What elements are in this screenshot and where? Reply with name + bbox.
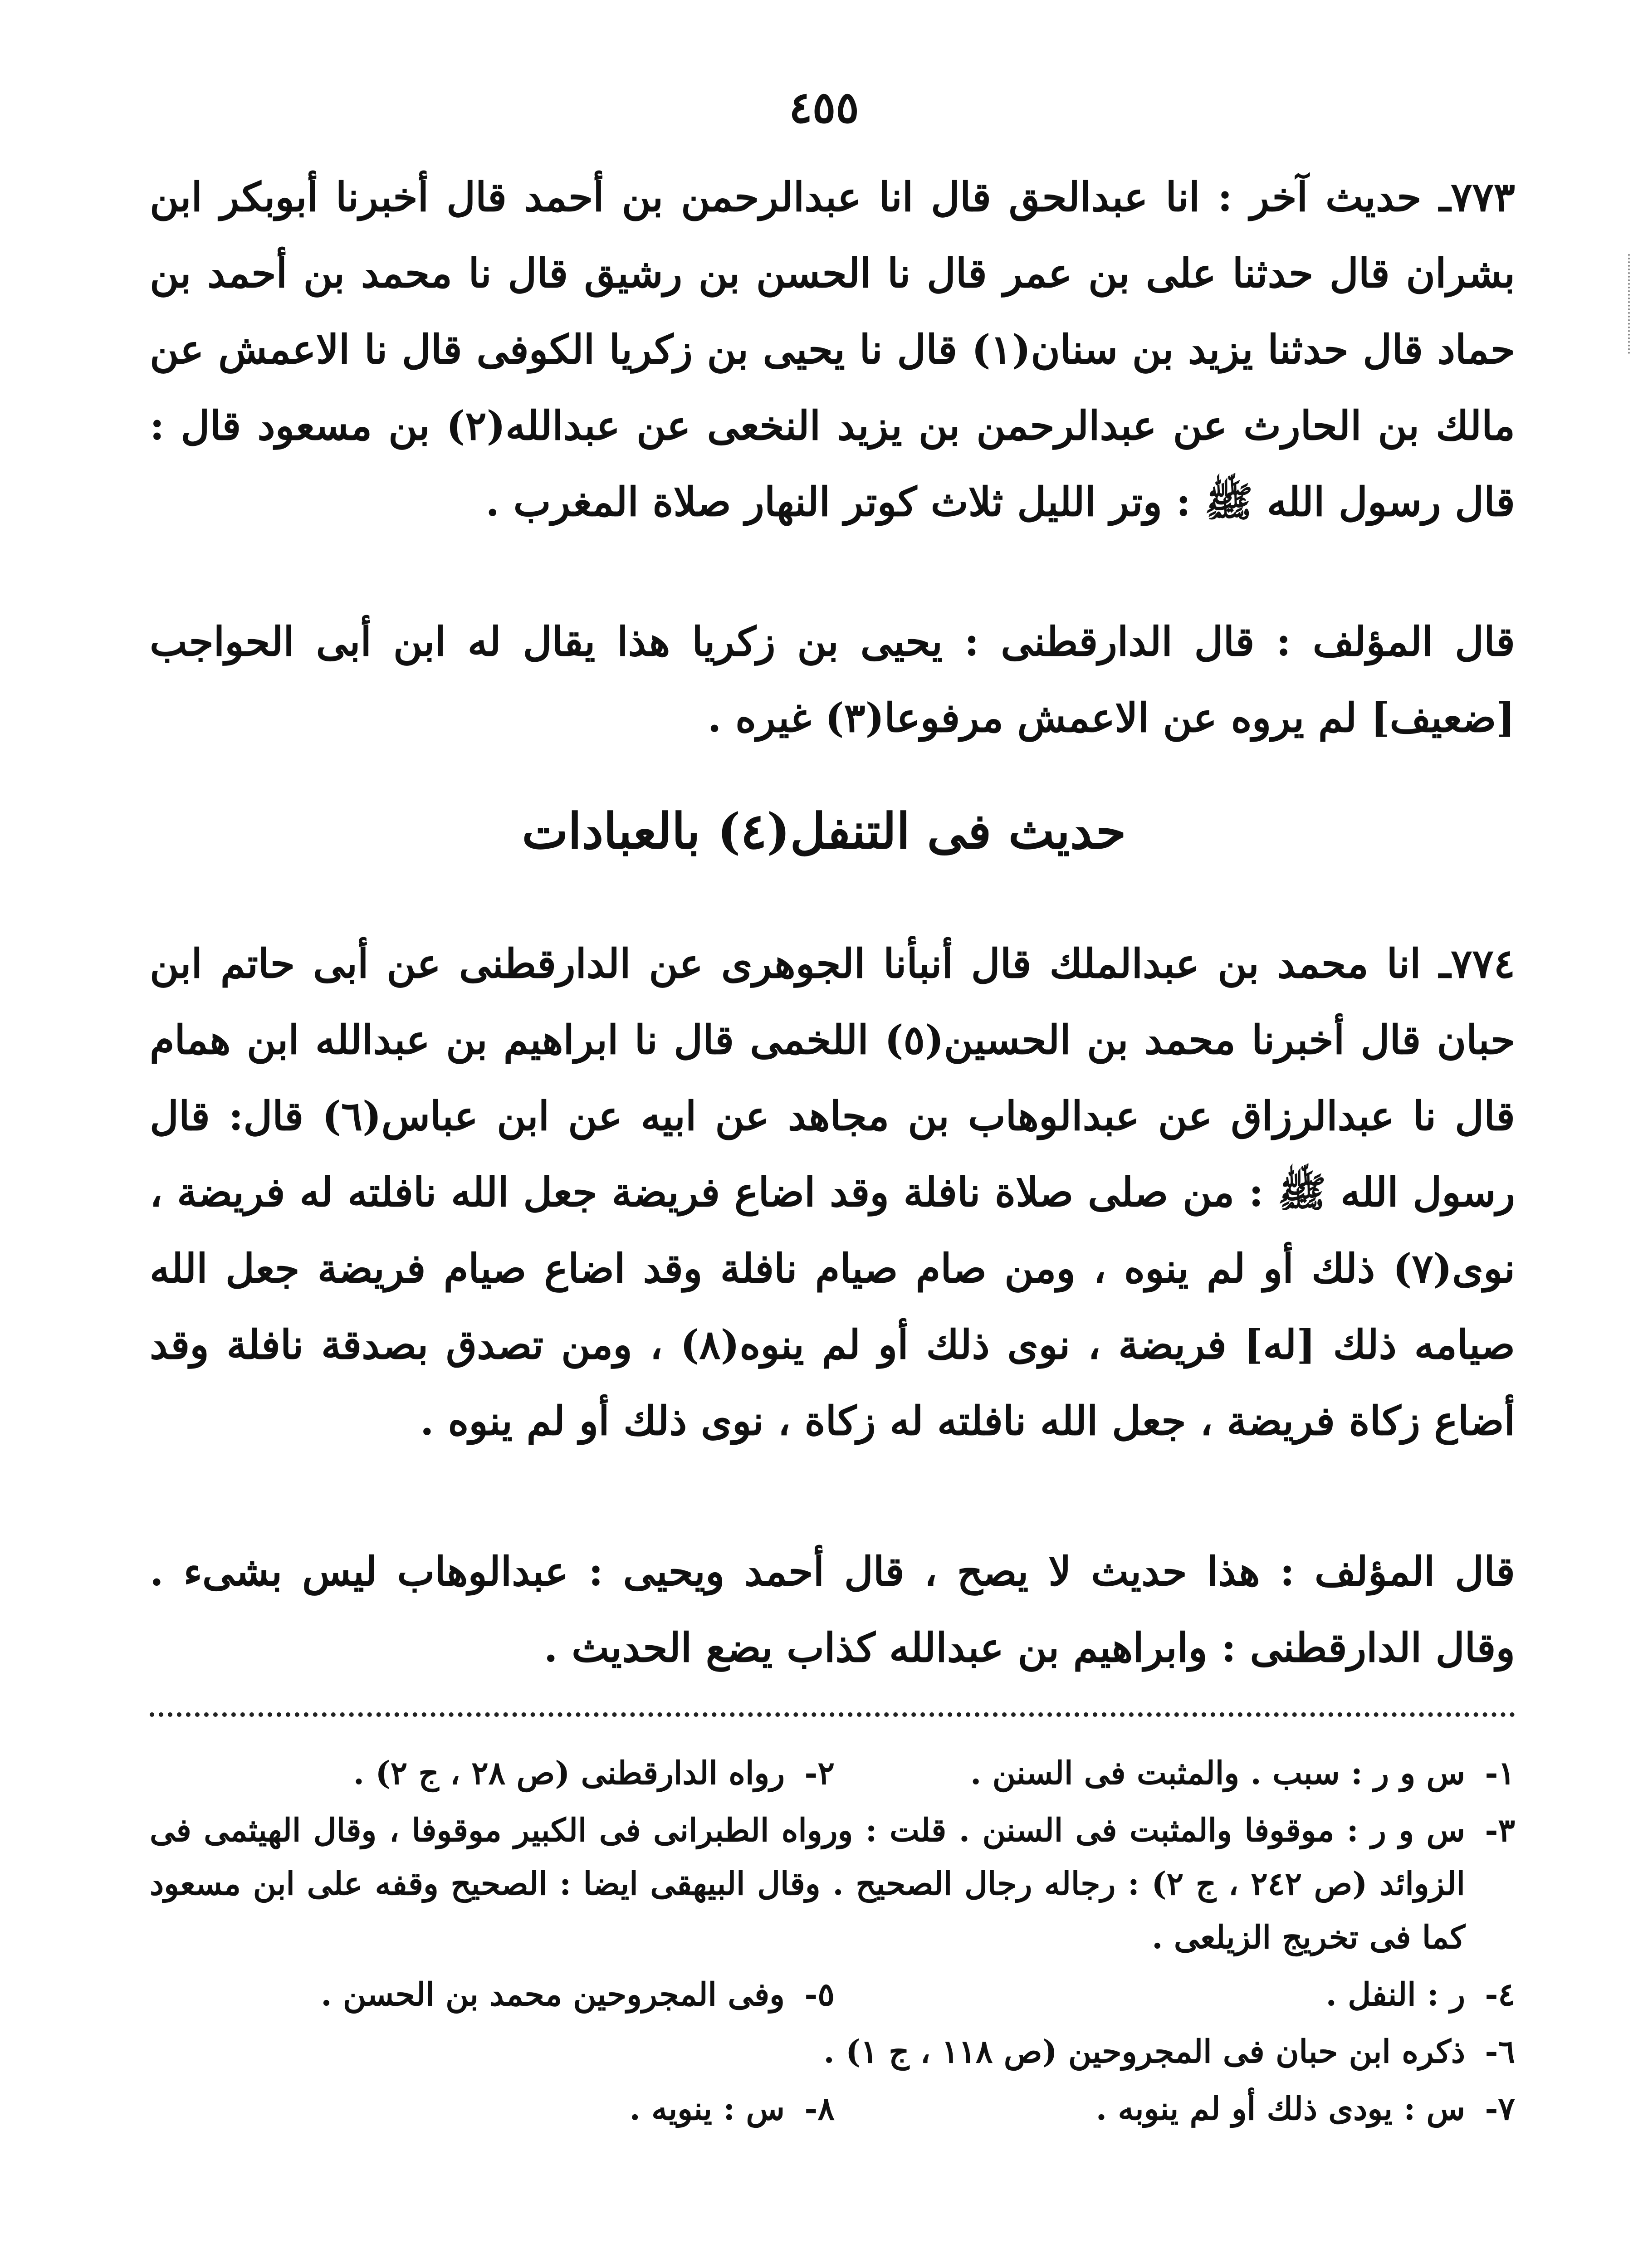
- author-note-2: قال المؤلف : هذا حديث لا يصح ، قال أحمد ويحيى : عبدالوهاب ليس بشىء . وقال الدارقطنى : وابراهيم بن عبدالله كذاب يضع الحديث .: [150, 1548, 1515, 1671]
- hadith-774-paragraph: ٧٧٤ـ انا محمد بن عبدالملك قال أنبأنا الجوهرى عن الدارقطنى عن أبى حاتم ابن حبان قال أخبرنا محمد بن الحسين(٥) اللخمى قال نا ابراهيم بن عبدالله ابن همام قال نا عبدالرزاق عن عبدالوهاب بن مجاهد عن ابيه عن ابن عباس(٦) قال: قال رسول الله ﷺ : من صلى صلاة نافلة وقد اضاع فريضة جعل الله نافلته له فريضة ، نوى(٧) ذلك أو لم ينوه ، ومن صام صيام نافلة وقد اضاع صيام فريضة جعل الله صيامه ذلك [له] فريضة ، نوى ذلك أو لم ينوه(٨) ، ومن تصدق بصدقة نافلة وقد أضاع زكاة فريضة ، جعل الله نافلته له زكاة ، نوى ذلك أو لم ينوه .: [150, 940, 1516, 1444]
- footnote-8: [154, 2082, 835, 2136]
- footnote-7: [835, 2082, 1515, 2136]
- footnotes: [150, 1746, 1515, 2139]
- footnote-4: [835, 1968, 1515, 2021]
- section-heading: حديث فى التنفل(٤) بالعبادات: [522, 803, 1126, 860]
- footnote-text: س و ر : سبب . والمثبت فى السنن .: [970, 1754, 1465, 1792]
- footnote-text: س : ينويه .: [629, 2090, 785, 2127]
- footnote-number: ٦-: [1485, 2033, 1515, 2070]
- footnote-row-4-5: [150, 1968, 1515, 2021]
- footnote-row-1-2: [150, 1746, 1515, 1800]
- footnote-1: [835, 1746, 1515, 1800]
- author-note-1: قال المؤلف : قال الدارقطنى : يحيى بن زكريا هذا يقال له ابن أبى الحواجب [ضعيف] لم يروه عن الاعمش مرفوعا(٣) غيره .: [150, 618, 1515, 741]
- footnote-text: ذكره ابن حبان فى المجروحين (ص ١١٨ ، ج ١) .: [823, 2033, 1465, 2070]
- footnote-number: ٨-: [804, 2090, 835, 2127]
- footnote-number: ١-: [1485, 1754, 1515, 1792]
- footnote-row-7-8: [150, 2082, 1515, 2136]
- footnote-number: ٣-: [1485, 1811, 1515, 1849]
- footnote-6: [150, 2025, 1515, 2078]
- footnote-3: [150, 1804, 1515, 1964]
- footnote-number: ٢-: [804, 1754, 835, 1792]
- footnote-text: رواه الدارقطنى (ص ٢٨ ، ج ٢) .: [353, 1754, 785, 1792]
- page-number: ٤٥٥: [789, 82, 859, 133]
- footnote-text: س و ر : موقوفا والمثبت فى السنن . قلت : ورواه الطبرانى فى الكبير موقوفا ، وقال الهيثمى فى الزوائد (ص ٢٤٢ ، ج ٢) : رجاله رجال الصحيح . وقال البيهقى ايضا : الصحيح وقفه على ابن مسعود كما فى تخريج الزيلعى .: [150, 1811, 1465, 1956]
- footnote-text: س : يودى ذلك أو لم ينوبه .: [1095, 2090, 1465, 2127]
- hadith-773-paragraph: ٧٧٣ـ حديث آخر : انا عبدالحق قال انا عبدالرحمن بن أحمد قال أخبرنا أبوبكر ابن بشران قال حدثنا على بن عمر قال نا الحسن بن رشيق قال نا محمد بن أحمد بن حماد قال حدثنا يزيد بن سنان(١) قال نا يحيى بن زكريا الكوفى قال نا الاعمش عن مالك بن الحارث عن عبدالرحمن بن يزيد النخعى عن عبدالله(٢) بن مسعود قال : قال رسول الله ﷺ : وتر الليل ثلاث كوتر النهار صلاة المغرب .: [150, 173, 1515, 525]
- footnote-5: [154, 1968, 835, 2021]
- footnote-separator: [150, 1712, 1515, 1717]
- footnote-number: ٥-: [804, 1975, 835, 2013]
- footnote-text: ر : النفل .: [1325, 1975, 1465, 2013]
- footnote-2: [154, 1746, 835, 1800]
- margin-mark: [1624, 254, 1630, 354]
- footnote-number: ٧-: [1485, 2090, 1515, 2127]
- footnote-number: ٤-: [1485, 1975, 1515, 2013]
- footnote-text: وفى المجروحين محمد بن الحسن .: [321, 1975, 785, 2013]
